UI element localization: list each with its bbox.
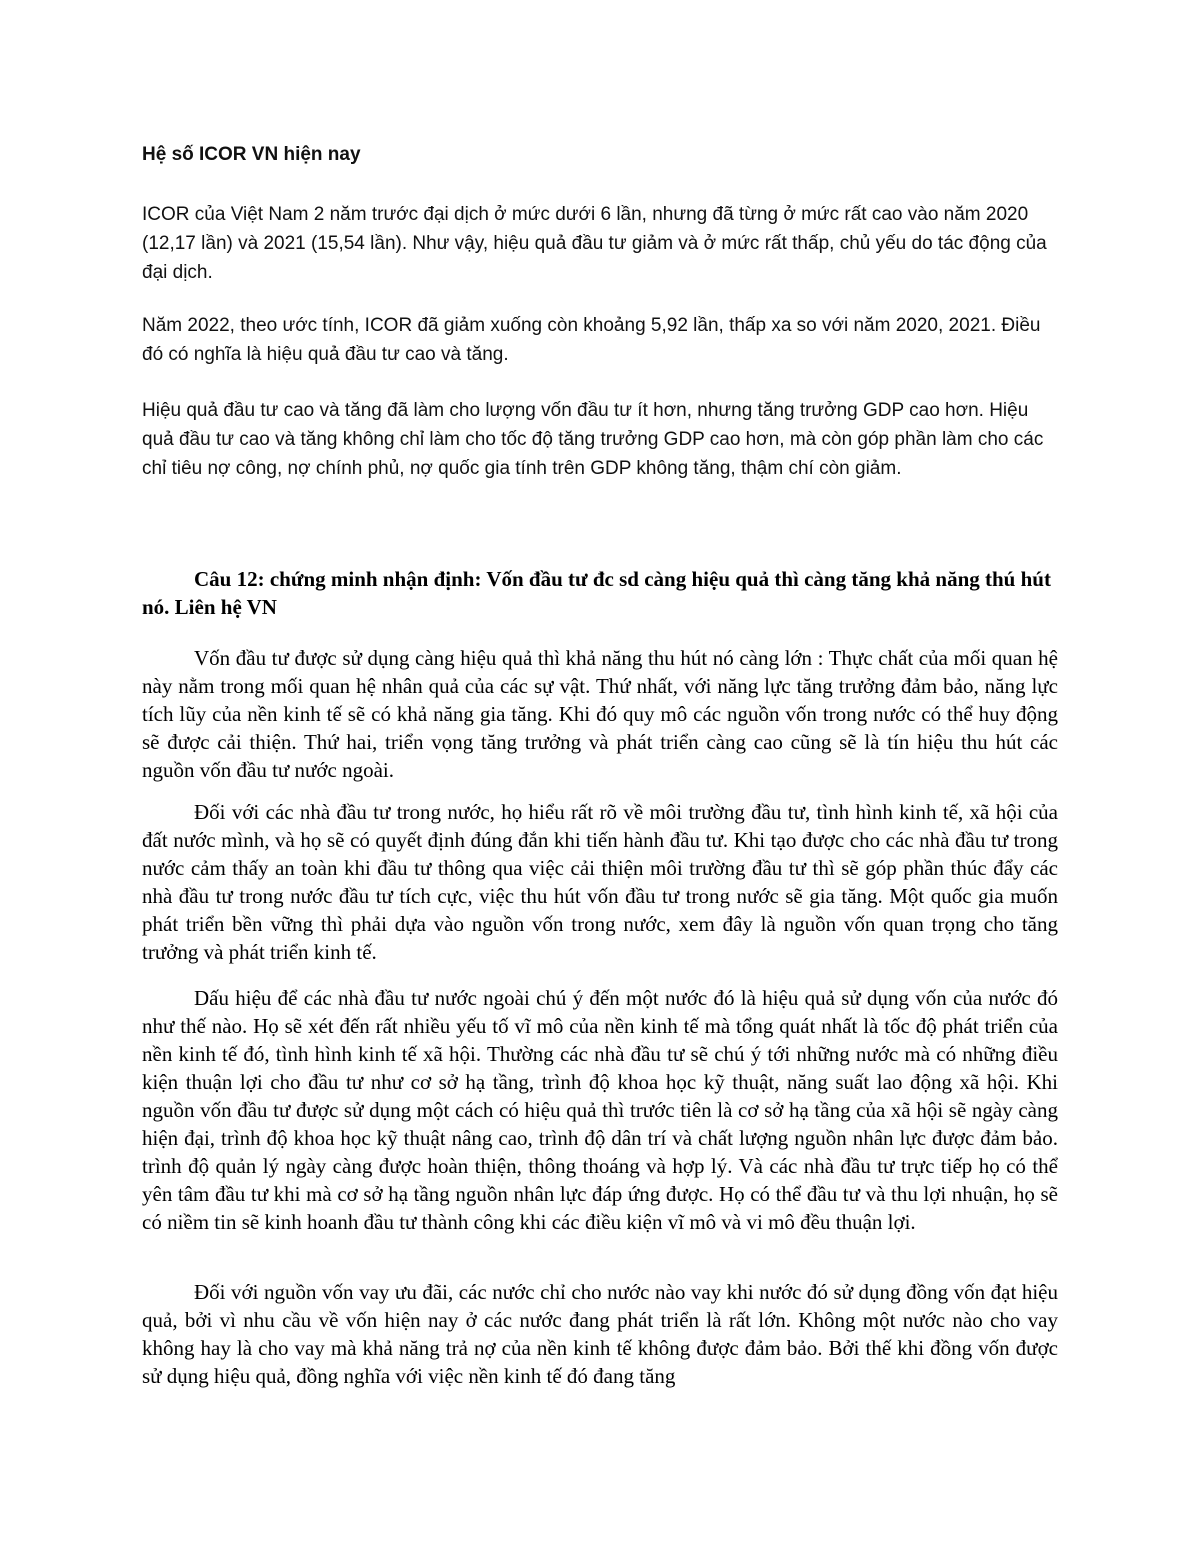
paragraph-q12-2: Đối với các nhà đầu tư trong nước, họ hiểu rất rõ về môi trường đầu tư, tình hình kinh tế, xã hội của đất nước mình, và họ sẽ có quyết định đúng đắn khi tiến hành đầu tư. Khi tạo được cho các nhà đầu tư trong nước cảm thấy an toàn khi đầu tư thông qua việc cải thiện môi trường đầu tư thì sẽ góp phần thúc đẩy các nhà đầu tư trong nước đầu tư tích cực, việc thu hút vốn đầu tư trong nước sẽ gia tăng. Một quốc gia muốn phát triển bền vững thì phải dựa vào nguồn vốn trong nước, xem đây là nguồn vốn quan trọng cho tăng trưởng và phát triển kinh tế.: [142, 800, 1058, 964]
paragraph-q12-3: Dấu hiệu để các nhà đầu tư nước ngoài chú ý đến một nước đó là hiệu quả sử dụng vốn của nước đó như thế nào. Họ sẽ xét đến rất nhiều yếu tố vĩ mô của nền kinh tế mà tổng quát nhất là tốc độ phát triển của nền kinh tế đó, tình hình kinh tế xã hội. Thường các nhà đầu tư sẽ chú ý tới những nước mà có những điều kiện thuận lợi cho đầu tư như cơ sở hạ tầng, trình độ khoa học kỹ thuật, năng suất lao động xã hội. Khi nguồn vốn đầu tư được sử dụng một cách có hiệu quả thì trước tiên là cơ sở hạ tầng của xã hội sẽ ngày càng hiện đại, trình độ khoa học kỹ thuật nâng cao, trình độ dân trí và chất lượng nguồn nhân lực được đảm bảo. trình độ quản lý ngày càng được hoàn thiện, thông thoáng và hợp lý. Và các nhà đầu tư trực tiếp họ có thể yên tâm đầu tư khi mà cơ sở hạ tầng nguồn nhân lực đáp ứng được. Họ có thể đầu tư và thu lợi nhuận, họ sẽ có niềm tin sẽ kinh hoanh đầu tư thành công khi các điều kiện vĩ mô và vi mô đều thuận lợi.: [142, 986, 1058, 1234]
question-12-heading: Câu 12: chứng minh nhận định: Vốn đầu tư đc sd càng hiệu quả thì càng tăng khả năng thú hút nó. Liên hệ VN: [142, 567, 1051, 619]
paragraph-icor-1: ICOR của Việt Nam 2 năm trước đại dịch ở mức dưới 6 lần, nhưng đã từng ở mức rất cao vào năm 2020 (12,17 lần) và 2021 (15,54 lần). Như vậy, hiệu quả đầu tư giảm và ở mức rất thấp, chủ yếu do tác động của đại dịch.: [142, 204, 1047, 283]
paragraph-icor-3: Hiệu quả đầu tư cao và tăng đã làm cho lượng vốn đầu tư ít hơn, nhưng tăng trưởng GDP cao hơn. Hiệu quả đầu tư cao và tăng không chỉ làm cho tốc độ tăng trưởng GDP cao hơn, mà còn góp phần làm cho các chỉ tiêu nợ công, nợ chính phủ, nợ quốc gia tính trên GDP không tăng, thậm chí còn giảm.: [142, 400, 1044, 479]
section-title-icor: Hệ số ICOR VN hiện nay: [142, 144, 361, 165]
paragraph-q12-4: Đối với nguồn vốn vay ưu đãi, các nước chỉ cho nước nào vay khi nước đó sử dụng đồng vốn đạt hiệu quả, bởi vì nhu cầu về vốn hiện nay ở các nước đang phát triển là rất lớn. Không một nước nào cho vay không hay là cho vay mà khả năng trả nợ của nền kinh tế không được đảm bảo. Bởi thế khi đồng vốn được sử dụng hiệu quả, đồng nghĩa với việc nền kinh tế đó đang tăng: [142, 1280, 1058, 1388]
paragraph-icor-2: Năm 2022, theo ước tính, ICOR đã giảm xuống còn khoảng 5,92 lần, thấp xa so với năm 2020, 2021. Điều đó có nghĩa là hiệu quả đầu tư cao và tăng.: [142, 315, 1041, 365]
paragraph-q12-1: Vốn đầu tư được sử dụng càng hiệu quả thì khả năng thu hút nó càng lớn : Thực chất của mối quan hệ này nằm trong mối quan hệ nhân quả của các sự vật. Thứ nhất, với năng lực tăng trưởng đảm bảo, năng lực tích lũy của nền kinh tế sẽ có khả năng gia tăng. Khi đó quy mô các nguồn vốn trong nước có thể huy động sẽ được cải thiện. Thứ hai, triển vọng tăng trưởng và phát triển càng cao cũng sẽ là tín hiệu thu hút các nguồn vốn đầu tư nước ngoài.: [142, 646, 1058, 782]
